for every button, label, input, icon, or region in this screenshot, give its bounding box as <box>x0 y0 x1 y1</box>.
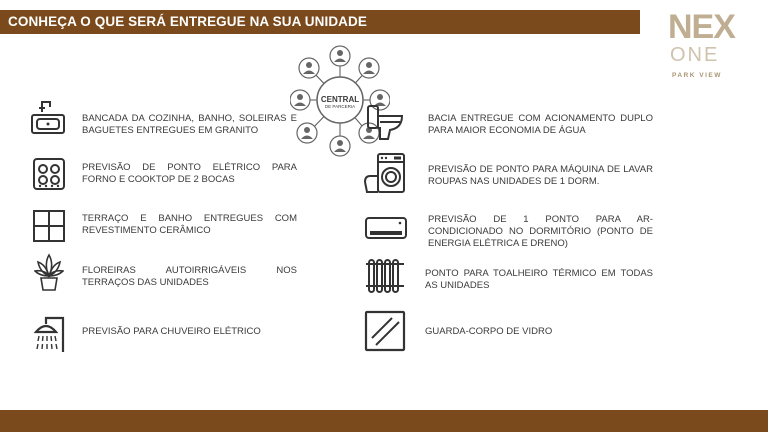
washing-machine-icon <box>364 152 406 194</box>
logo-text-nex: NEX <box>668 8 735 46</box>
item-toalheiro: PONTO PARA TOALHEIRO TÉRMICO EM TODAS AS UNIDADES <box>425 268 653 291</box>
air-conditioner-icon <box>364 216 408 240</box>
logo <box>668 8 758 86</box>
logo-text-one: ONE <box>670 44 720 66</box>
towel-heater-icon <box>364 258 406 294</box>
item-ar-condicionado: PREVISÃO DE 1 PONTO PARA AR-CONDICIONADO NO DORMITÓRIO (PONTO DE ENERGIA ELÉTRICA E DRENO) <box>428 214 653 249</box>
item-chuveiro: PREVISÃO PARA CHUVEIRO ELÉTRICO <box>82 326 261 337</box>
logo-text-park-view: PARK VIEW <box>672 72 722 79</box>
sink-icon <box>30 98 66 136</box>
item-floreiras: FLOREIRAS AUTOIRRIGÁVEIS NOS TERRAÇOS DAS UNIDADES <box>82 265 297 288</box>
page-title: CONHEÇA O QUE SERÁ ENTREGUE NA SUA UNIDADE <box>0 10 640 34</box>
item-bacia: BACIA ENTREGUE COM ACIONAMENTO DUPLO PARA MAIOR ECONOMIA DE ÁGUA <box>428 113 653 136</box>
footer-bar <box>0 410 768 432</box>
item-granito: BANCADA DA COZINHA, BANHO, SOLEIRAS E BAGUETES ENTREGUES EM GRANITO <box>82 113 297 136</box>
item-revestimento: TERRAÇO E BANHO ENTREGUES COM REVESTIMENTO CERÂMICO <box>82 213 297 236</box>
item-cooktop: PREVISÃO DE PONTO ELÉTRICO PARA FORNO E COOKTOP DE 2 BOCAS <box>82 162 297 185</box>
toilet-icon <box>366 102 406 142</box>
glass-railing-icon <box>364 310 406 352</box>
plant-icon <box>34 252 64 292</box>
central-subtitle: DE PARCERIA <box>324 104 356 109</box>
tile-icon <box>32 209 66 243</box>
item-maquina-lavar: PREVISÃO DE PONTO PARA MÁQUINA DE LAVAR ROUPAS NAS UNIDADES DE 1 DORM. <box>428 164 653 187</box>
shower-icon <box>30 312 68 354</box>
central-title: CENTRAL <box>320 95 360 104</box>
item-guarda-corpo: GUARDA-CORPO DE VIDRO <box>425 326 553 337</box>
cooktop-icon <box>32 157 66 191</box>
